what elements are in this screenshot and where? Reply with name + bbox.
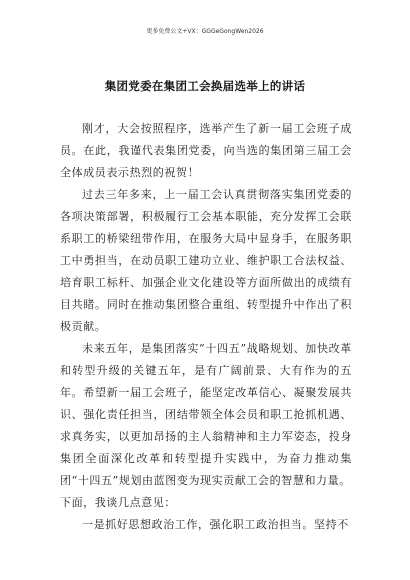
paragraph-past-three-years: 过去三年多来，上一届工会认真贯彻落实集团党委的各项决策部署，积极履行工会基本职能，充分发挥工会联系职工的桥梁纽带作用，在服务大局中显身手，在服务职工中勇担当，在动员职工建功立业、维护职工合法权益、培育职工标杆、加强企业文化建设等方面所做出的成绩有目共睹。同时在推动集团整合重组、转型提升中作出了积极贡献。 [60,188,352,333]
paragraph-opinions-intro: 下面，我谈几点意见： [60,496,176,509]
paragraph-point-one: 一是抓好思想政治工作，强化职工政治担当。坚持不 [82,518,349,531]
document-title: 集团党委在集团工会换届选举上的讲话 [104,79,306,93]
header-note: 更多免费公文+VX：GGGeGongWen2026 [146,28,264,35]
document-body [60,118,352,536]
paragraph-congratulation: 刚才，大会按照程序，选举产生了新一届工会班子成员。在此，我谨代表集团党委，向当选的集团第三届工会全体成员表示热烈的祝贺！ [60,122,352,179]
paragraph-next-five-years: 未来五年，是集团落实“十四五”战略规划、加快改革和转型升级的关键五年，是有广阔前景、大有作为的五年。希望新一届工会班子，能坚定改革信心、凝聚发展共识、强化责任担当，团结带领全体会员和职工抢抓机遇、求真务实，以更加昂扬的主人翁精神和主力军姿态，投身集团全面深化改革和转型提升实践中，为奋力推动集团“十四五”规划由蓝图变为现实贡献工会的智慧和力量。 [60,342,352,487]
